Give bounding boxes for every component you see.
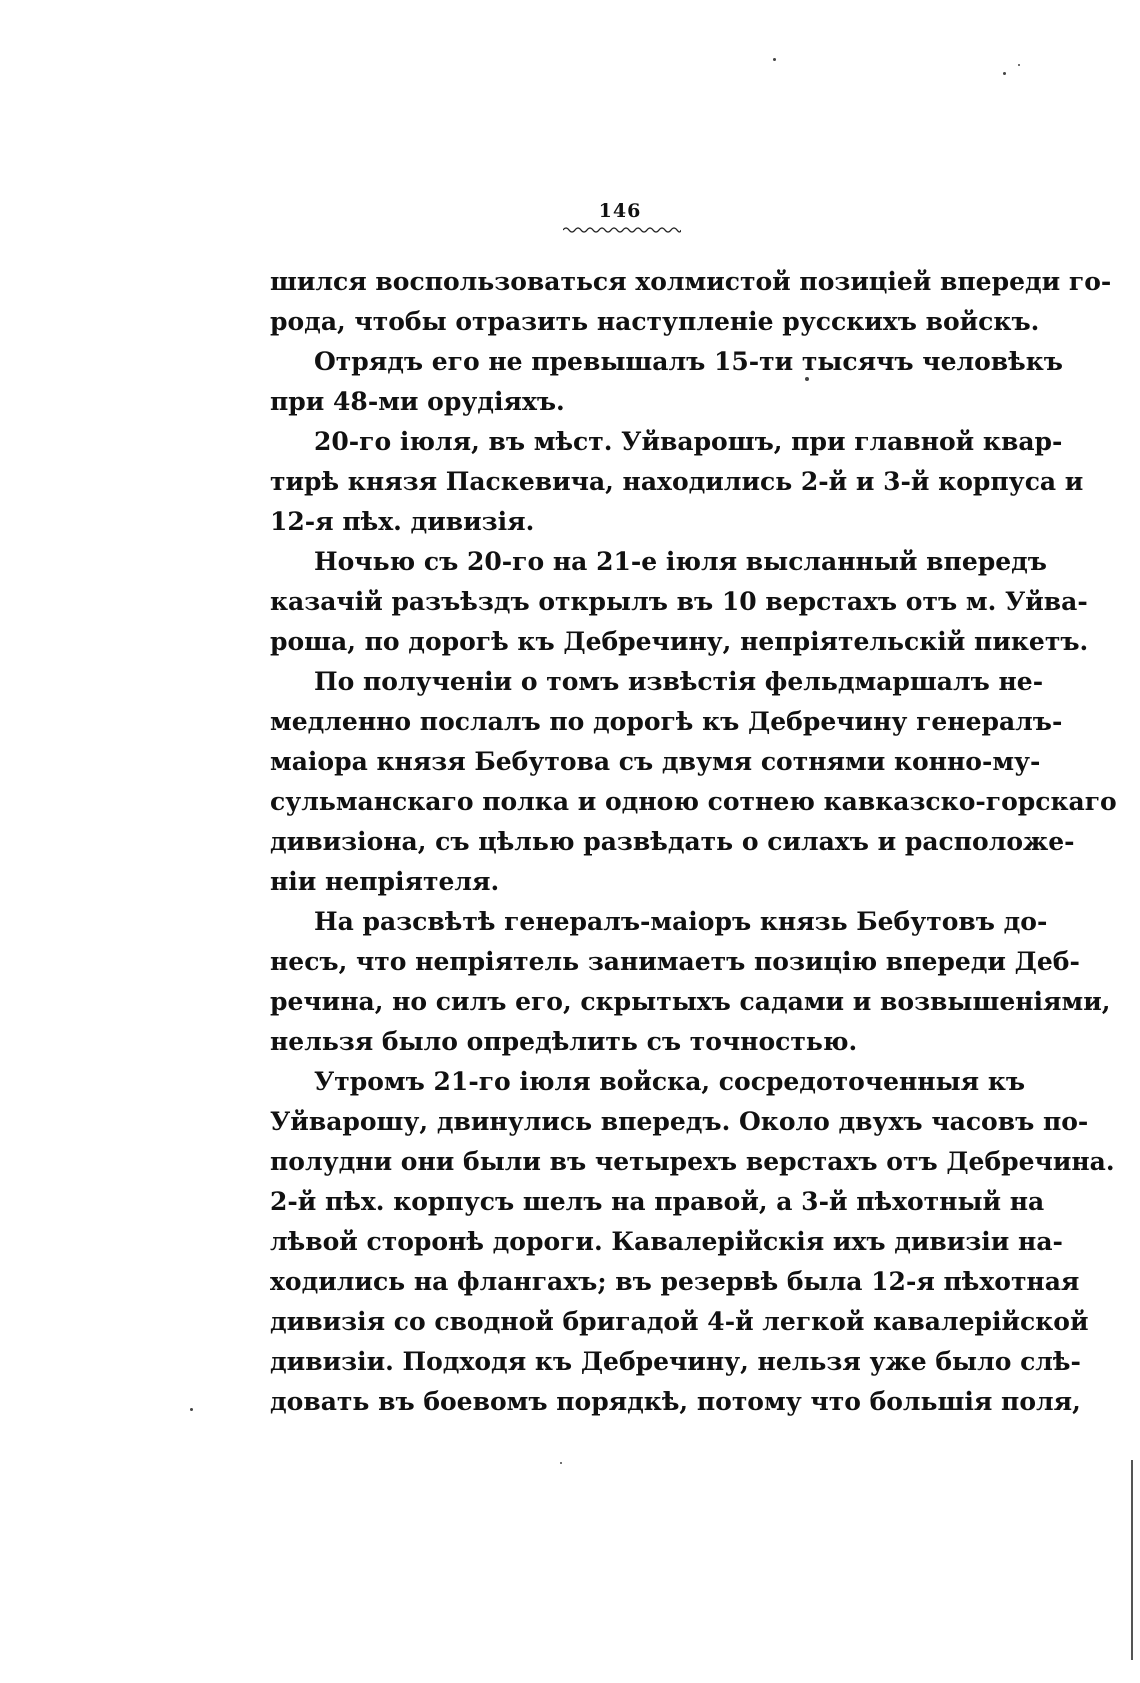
- text-line: Отрядъ его не превышалъ 15-ти тысячъ человѣкъ: [314, 347, 1063, 376]
- text-line: ходились на флангахъ; въ резервѣ была 12-я пѣхотная: [270, 1267, 1080, 1296]
- scan-edge: [1131, 1460, 1133, 1660]
- text-line: 20-го іюля, въ мѣст. Уйварошъ, при главной квар-: [314, 427, 1063, 456]
- text-line: 12-я пѣх. дивизія.: [270, 507, 535, 536]
- text-line: 2-й пѣх. корпусъ шелъ на правой, а 3-й пѣхотный на: [270, 1187, 1045, 1216]
- text-line: речина, но силъ его, скрытыхъ садами и возвышеніями,: [270, 987, 1111, 1016]
- text-line: дивизія со сводной бригадой 4-й легкой кавалерійской: [270, 1307, 1089, 1336]
- text-line: нельзя было опредѣлить съ точностью.: [270, 1027, 858, 1056]
- text-line: казачій разъѣздъ открылъ въ 10 верстахъ отъ м. Уйва-: [270, 587, 1088, 616]
- scan-speck: [1003, 72, 1006, 75]
- text-line: медленно послалъ по дорогѣ къ Дебречину генералъ-: [270, 707, 1063, 736]
- text-line: при 48-ми орудіяхъ.: [270, 387, 565, 416]
- text-line: Уйварошу, двинулись впередъ. Около двухъ часовъ по-: [270, 1107, 1089, 1136]
- scan-speck: [560, 1462, 562, 1464]
- text-line: Утромъ 21-го іюля войска, сосредоточенныя къ: [314, 1067, 1026, 1096]
- scan-speck: [190, 1408, 193, 1411]
- page-number-ornament: [563, 226, 681, 234]
- scan-speck: [1018, 64, 1020, 66]
- text-column: [270, 262, 1117, 1422]
- text-line: шился воспользоваться холмистой позиціей впереди го-: [270, 267, 1112, 296]
- text-line: На разсвѣтѣ генералъ-маіоръ князь Бебутовъ до-: [314, 907, 1048, 936]
- text-line: дивизіона, съ цѣлью развѣдать о силахъ и расположе-: [270, 827, 1075, 856]
- text-line: несъ, что непріятель занимаетъ позицію впереди Деб-: [270, 947, 1080, 976]
- text-line: Ночью съ 20-го на 21-е іюля высланный впередъ: [314, 547, 1047, 576]
- text-line: рода, чтобы отразить наступленіе русскихъ войскъ.: [270, 307, 1040, 336]
- text-line: дивизіи. Подходя къ Дебречину, нельзя уже было слѣ-: [270, 1347, 1081, 1376]
- page-number: 146: [598, 200, 642, 222]
- scan-speck: [805, 377, 809, 381]
- text-line: роша, по дорогѣ къ Дебречину, непріятельскій пикетъ.: [270, 627, 1089, 656]
- scan-speck: [773, 58, 776, 61]
- text-line: лѣвой сторонѣ дороги. Кавалерійскія ихъ дивизіи на-: [270, 1227, 1063, 1256]
- text-line: довать въ боевомъ порядкѣ, потому что большія поля,: [270, 1387, 1081, 1416]
- text-line: сульманскаго полка и одною сотнею кавказско-горскаго: [270, 787, 1117, 816]
- text-line: маіора князя Бебутова съ двумя сотнями конно-му-: [270, 747, 1041, 776]
- text-line: полудни они были въ четырехъ верстахъ отъ Дебречина.: [270, 1147, 1115, 1176]
- text-line: ніи непріятеля.: [270, 867, 500, 896]
- text-line: По полученіи о томъ извѣстія фельдмаршалъ не-: [314, 667, 1044, 696]
- text-line: тирѣ князя Паскевича, находились 2-й и 3-й корпуса и: [270, 467, 1084, 496]
